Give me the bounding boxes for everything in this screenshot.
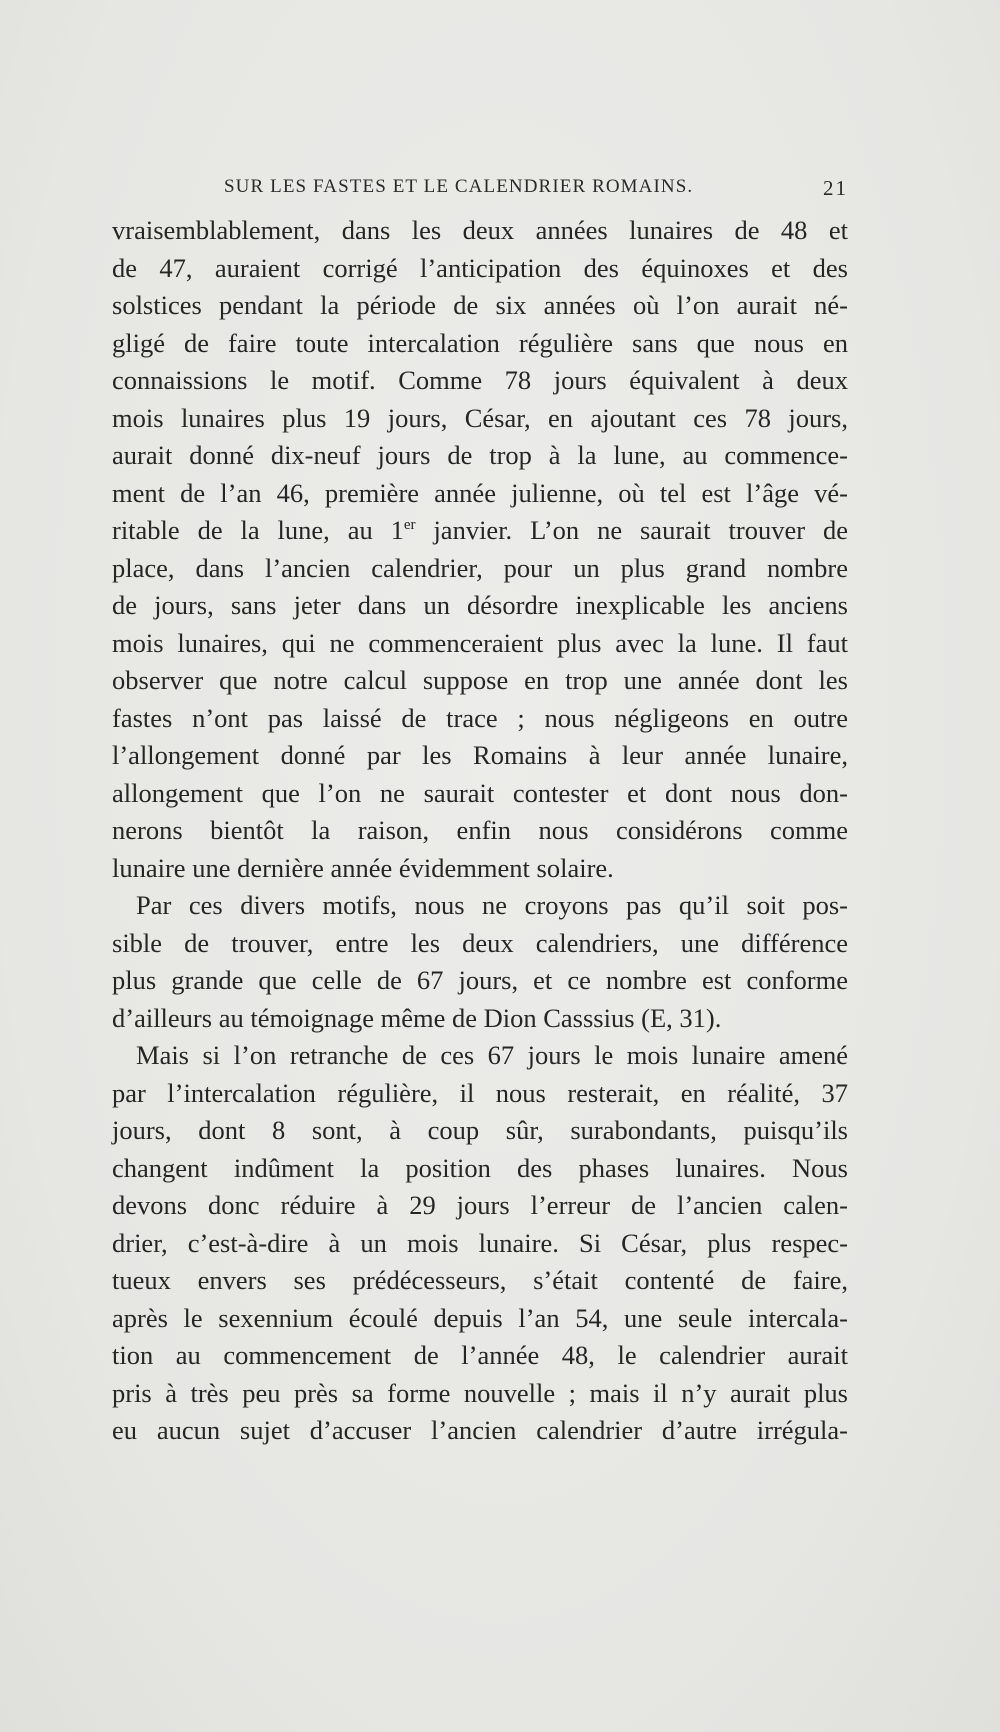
text-line: devons donc réduire à 29 jours l’erreur de l’ancien calen- (112, 1190, 848, 1220)
text-line: observer que notre calcul suppose en trop une année dont les (112, 665, 848, 695)
text-line: de 47, auraient corrigé l’anticipation des équinoxes et des (112, 252, 848, 283)
text-line: aurait donné dix-neuf jours de trop à la lune, au commence- (112, 440, 848, 470)
text-line: de jours, sans jeter dans un désordre inexplicable les anciens (112, 590, 848, 620)
text-line: l’allongement donné par les Romains à leur année lunaire, (112, 740, 848, 770)
text-line: mois lunaires plus 19 jours, César, en ajoutant ces 78 jours, (112, 402, 848, 433)
text-line: Par ces divers motifs, nous ne croyons pas qu’il soit pos- (136, 890, 848, 920)
text-line: par l’intercalation régulière, il nous resterait, en réalité, 37 (112, 1077, 848, 1108)
text-line: ment de l’an 46, première année julienne, où tel est l’âge vé- (112, 477, 848, 508)
text-line: jours, dont 8 sont, à coup sûr, surabondants, puisqu’ils (112, 1115, 848, 1145)
text-line-with-superscript (112, 512, 848, 550)
text-line: après le sexennium écoulé depuis l’an 54, une seule intercala- (112, 1302, 848, 1333)
text-line: place, dans l’ancien calendrier, pour un plus grand nombre (112, 552, 848, 583)
running-head: SUR LES FASTES ET LE CALENDRIER ROMAINS. (224, 176, 694, 197)
text-line: gligé de faire toute intercalation régulière sans que nous en (112, 327, 848, 358)
text-line: nerons bientôt la raison, enfin nous considérons comme (112, 815, 848, 845)
text-line: Mais si l’on retranche de ces 67 jours le mois lunaire amené (136, 1040, 848, 1070)
body-text (112, 212, 848, 1450)
text-line: drier, c’est-à-dire à un mois lunaire. Si César, plus respec- (112, 1227, 848, 1258)
text-line: tion au commencement de l’année 48, le calendrier aurait (112, 1340, 848, 1370)
text-line: lunaire une dernière année évidemment solaire. (112, 852, 614, 883)
text-segment: janvier. L’on ne saurait trouver de (415, 515, 848, 545)
text-line: d’ailleurs au témoignage même de Dion Casssius (E, 31). (112, 1002, 722, 1033)
page-number: 21 (823, 176, 848, 200)
text-line: fastes n’ont pas laissé de trace ; nous négligeons en outre (112, 702, 848, 733)
page-header (0, 176, 960, 206)
text-line: solstices pendant la période de six années où l’on aurait né- (112, 290, 848, 320)
text-line: changent indûment la position des phases lunaires. Nous (112, 1152, 848, 1183)
text-line: allongement que l’on ne saurait contester et dont nous don- (112, 777, 848, 808)
text-line: vraisemblablement, dans les deux années lunaires de 48 et (112, 215, 848, 245)
text-line: connaissions le motif. Comme 78 jours équivalent à deux (112, 365, 848, 395)
text-line: tueux envers ses prédécesseurs, s’était contenté de faire, (112, 1265, 848, 1295)
text-line: plus grande que celle de 67 jours, et ce nombre est conforme (112, 965, 848, 995)
text-line: sible de trouver, entre les deux calendriers, une différence (112, 927, 848, 958)
superscript: er (403, 517, 416, 533)
text-line: mois lunaires, qui ne commenceraient plus avec la lune. Il faut (112, 627, 848, 658)
text-line: eu aucun sujet d’accuser l’ancien calendrier d’autre irrégula- (112, 1415, 848, 1445)
text-segment: ritable de la lune, au 1 (112, 515, 404, 545)
text-line: pris à très peu près sa forme nouvelle ; mais il n’y aurait plus (112, 1377, 848, 1408)
